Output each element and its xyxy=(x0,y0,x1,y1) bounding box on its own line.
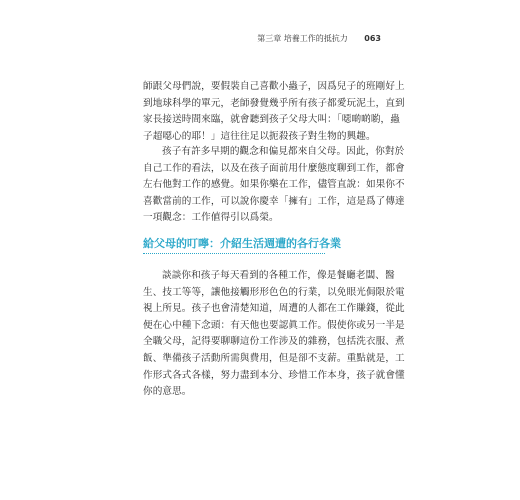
text-line: 全職父母，記得要聊聊這份工作涉及的雜務，包括洗衣服、煮 xyxy=(143,336,405,348)
text-line: 一項觀念：工作値得引以爲榮。 xyxy=(143,212,279,224)
text-line: 生、技工等等，讓他接觸形形色色的行業，以免眼光侷限於電 xyxy=(143,286,405,298)
text-line: 到地球科學的單元，老師發覺幾乎所有孩子都愛玩泥土，直到 xyxy=(143,97,405,109)
text-line: 喜歡當前的工作，可以說你慶幸「擁有」工作，這是爲了傳達 xyxy=(143,195,405,207)
text-line: 孩子有許多早期的觀念和偏見都來自父母。因此，你對於 xyxy=(162,146,405,157)
text-line: 家長接送時間來臨，就會聽到孩子父母大叫：「噁啲啲喲，蟲 xyxy=(143,114,400,126)
text-line: 談談你和孩子每天看到的各種工作，像是餐廳老闆、醫 xyxy=(162,270,395,281)
text-line: 子超噁心的耶！」這往往足以扼殺孩子對生物的興趣。 xyxy=(143,130,376,142)
text-line: 作形式各式各樣，努力盡到本分、珍惜工作本身，孩子就會懂 xyxy=(143,369,405,381)
paragraph-3 xyxy=(143,268,405,401)
chapter-title: 第三章 培養工作的抵抗力 xyxy=(257,34,348,43)
text-line: 便在心中種下念頭：有天他也要認眞工作。假使你或另一半是 xyxy=(143,319,405,331)
page-number: 063 xyxy=(364,34,381,43)
text-line: 師跟父母們說，要假裝自己喜歡小蟲子，因爲兒子的班剛好上 xyxy=(143,81,405,92)
text-line: 你的意思。 xyxy=(143,386,192,398)
running-header xyxy=(257,33,381,44)
paragraph-1 xyxy=(143,79,405,145)
text-line: 左右他對工作的感覺。如果你樂在工作，儘管直說：如果你不 xyxy=(143,179,405,191)
section-heading: 給父母的叮嚀：介紹生活週遭的各行各業 xyxy=(143,237,341,250)
text-line: 視上所見。孩子也會清楚知道，周遭的人都在工作賺錢，從此 xyxy=(143,303,405,315)
paragraph-2 xyxy=(143,144,405,227)
text-line: 自己工作的看法，以及在孩子面前用什麼態度聊到工作，都會 xyxy=(143,162,405,174)
heading-underline xyxy=(143,253,325,254)
text-line: 飯、準備孩子活動所需與費用，但是卻不支薪。重點就是，工 xyxy=(143,352,405,364)
